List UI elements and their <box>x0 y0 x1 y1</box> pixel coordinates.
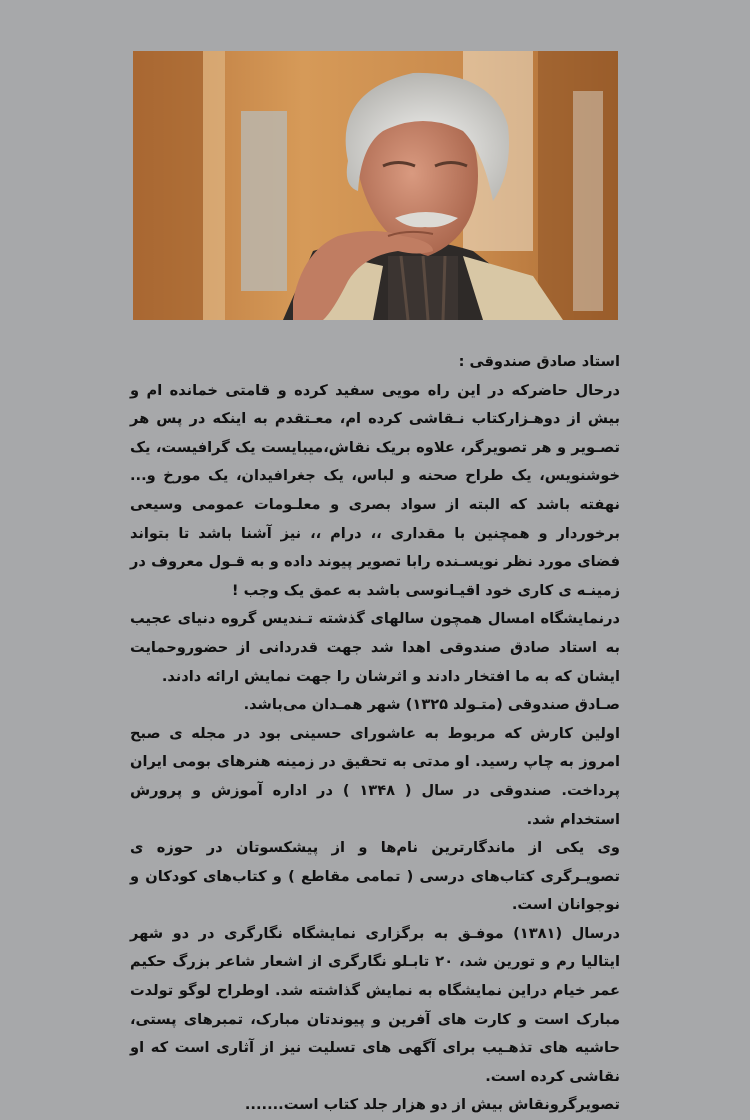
bio-paragraph: اولین کارش که مربوط به عاشورای حسینی بود در مجله ی صبح امروز به چاپ رسید. او مدتی به تحقیق در زمینه هنرهای بومی ایران پرداخت. صندوقی در سال ( ۱۳۴۸ ) در اداره آموزش و پرورش استخدام شد. <box>130 724 620 828</box>
portrait-photo <box>133 51 618 320</box>
bio-paragraph: صـادق صندوقی (متـولد ۱۳۲۵) شهر همـدان می‌باشد. <box>243 696 620 714</box>
bio-paragraph: تصویرگرونقاش بیش از دو هزار جلد کتاب است....... <box>244 1096 620 1114</box>
biography-text <box>130 348 620 1120</box>
bio-paragraph: درحال حاضرکه در این راه مویی سفید کرده و قامتی خمانده ام و بیش از دوهـزارکتاب نـقاشی کرده ام، معـتقدم به اینکه در پس هر تصـویر و هر تصویرگر، علاوه بریک نقاش،میبایست یک گرافیست، یک خوشنویس، یک طراح صحنه و لباس، یک جغرافیدان، یک مورخ و... نهفته باشد که البته از سواد بصری و معلـومات عمومی وسیعی برخوردار و همچنین با مقداری ،، درام ،، نیز آشنا باشد تا بتواند فضای مورد نظر نویسـنده رابا تصویر پیوند داده و به قـول معروف در زمینـه ی کاری خود اقیـانوسی باشد به عمق یک وجب ! <box>130 381 620 599</box>
portrait-illustration <box>133 51 618 320</box>
bio-paragraph: درسال (۱۳۸۱) موفـق به برگزاری نمایشگاه نگارگری در دو شهر ایتالیا رم و تورین شد، ۲۰ تابـلو نگارگری از اشعار شاعر بزرگ حکیم عمر خیام دراین نمایشگاه به نمایش گذاشته شد. اوطراح لوگو تولدت مبارک است و کارت های آفرین و پیوندتان مبارک، تمبرهای پستی، حاشیه های تذهـیب برای آگهی های تسلیت نیز از آثاری است که او نقاشی کرده است. <box>130 924 620 1085</box>
bio-paragraph: درنمایشگاه امسال همچون سالهای گذشته تـندیس گروه دنیای عجیب به استاد صادق صندوقی اهدا شد جهت قدردانی از حضوروحمایت ایشان که به ما افتخار دادند و اثرشان را جهت نمایش ارائه دادند. <box>130 610 620 685</box>
bio-heading: استاد صادق صندوقی : <box>458 353 620 370</box>
bio-paragraph: وی یکی از ماندگارترین نام‌ها و از پیشکسوتان در حوزه ی تصویـرگری کتاب‌های درسی ( تمامی مقاطع ) و کتاب‌های کودکان و نوجوانان است. <box>130 839 620 914</box>
